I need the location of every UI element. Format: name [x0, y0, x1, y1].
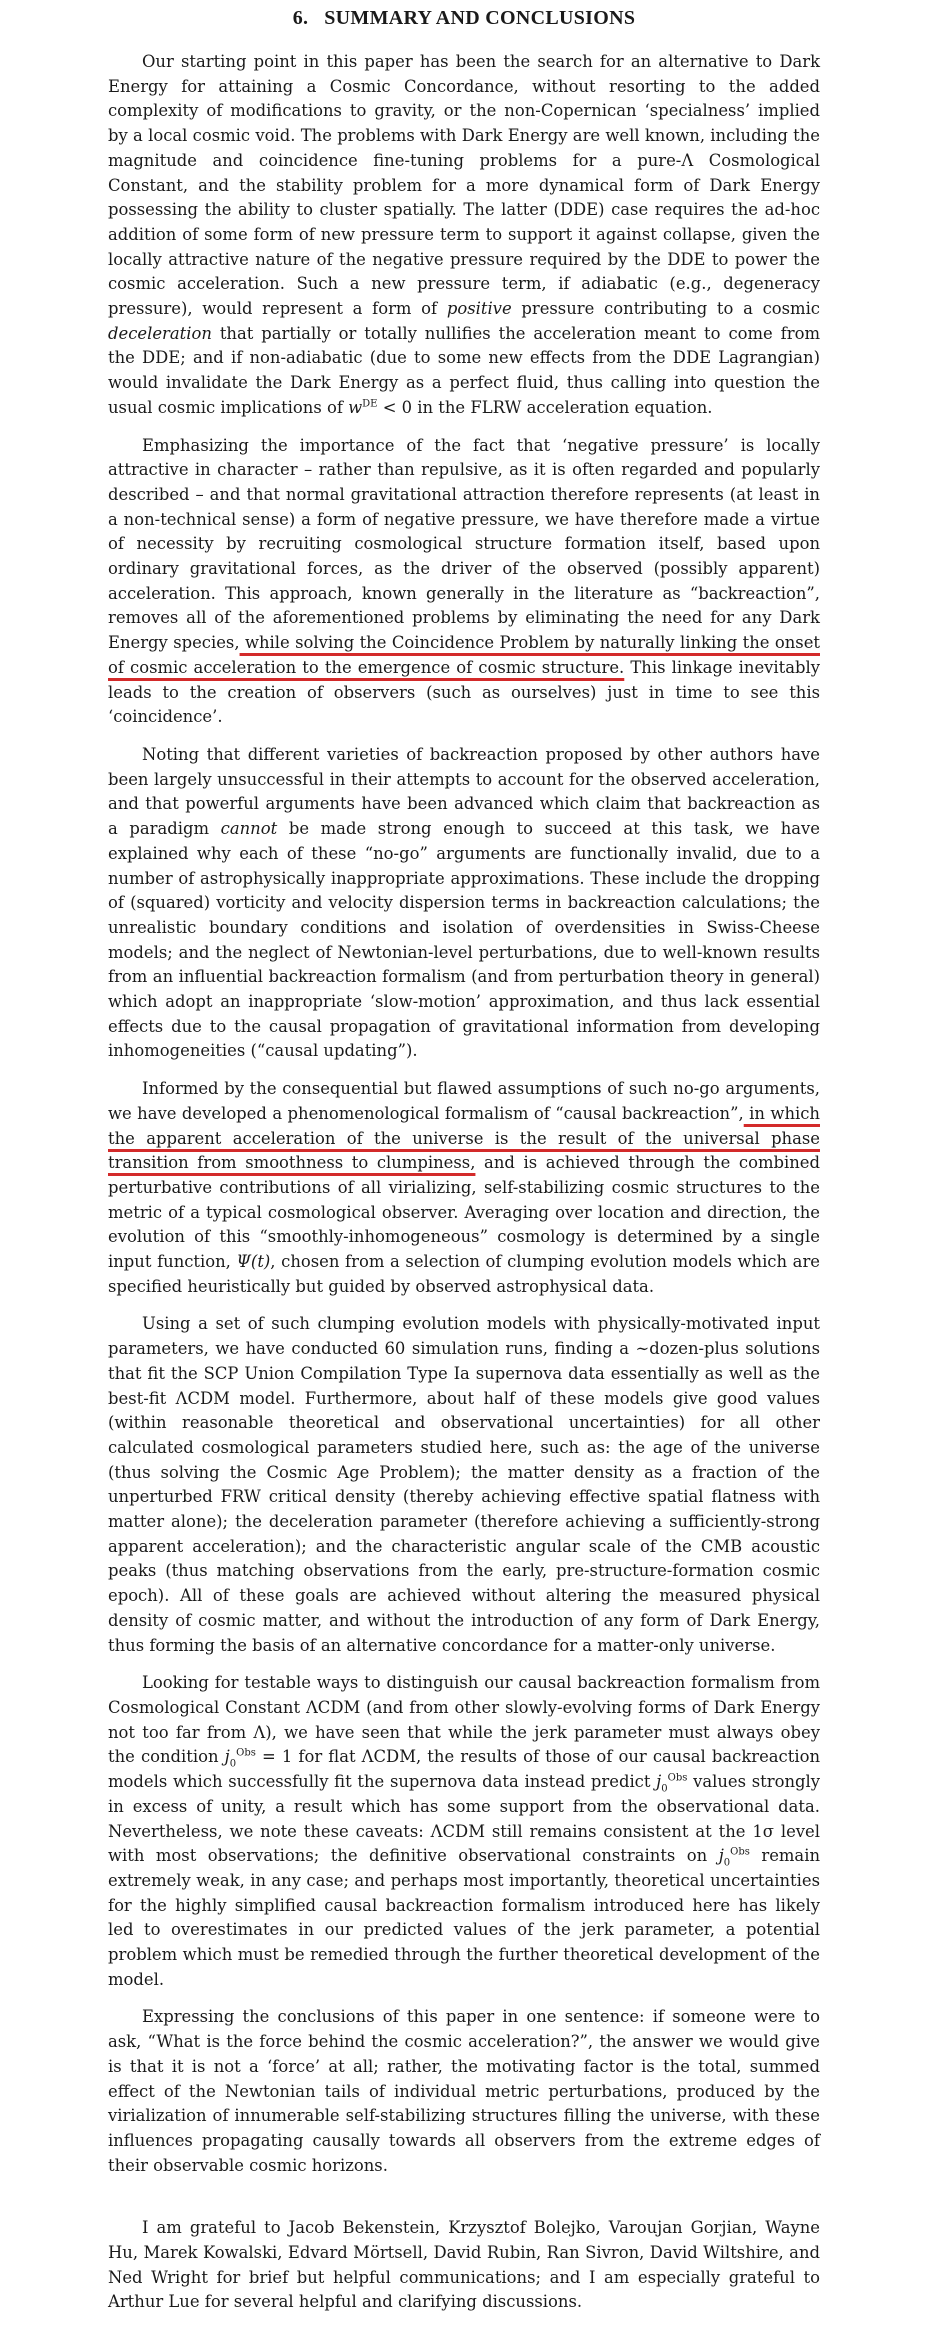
emphasis-cannot: cannot: [220, 819, 278, 839]
math-w: w: [348, 397, 363, 417]
math-psi: Ψ(t): [236, 1252, 271, 1272]
math-w-superscript: DE: [362, 398, 378, 410]
paragraph-no-go: Noting that different varieties of backreaction proposed by other authors have been largely unsuccessful in their attempts to account for the observed acceleration, and that powerful arguments have been advanced which claim that backreaction as a paradigm cannot be made strong enough to succeed at this task, we have explained why each of these “no-go” arguments are functionally invalid, due to a number of astrophysically inappropriate approximations. These include the dropping of (squared) vorticity and velocity dispersion terms in backreaction calculations; the unrealistic boundary conditions and isolation of overdensities in Swiss-Cheese models; and the neglect of Newtonian-level perturbations, due to well-known results from an influential backreaction formalism (and from perturbation theory in general) which adopt an inappropriate ‘slow-motion’ approximation, and thus lack essential effects due to the causal propagation of gravitational information from developing inhomogeneities (“causal updating”).: [108, 744, 820, 1061]
paragraph-jerk-parameter: Looking for testable ways to distinguish our causal backreaction formalism from Cosmological Constant ΛCDM (and from other slowly-evolving forms of Dark Energy not too far from Λ), we have seen that while the jerk parameter must always obey the condition $j_0^{Obs} = 1$ for flat ΛCDM, the results of those of our causal backreaction models which successfully fit the supernova data instead predict $j_0^{Obs}$ values strongly in excess of unity, a result which has some support from the observational data. Nevertheless, we note these caveats: ΛCDM still remains consistent at the 1σ level with most observations; the definitive observational constraints on $j_0^{Obs}$ remain extremely weak, in any case; and perhaps most importantly, theoretical uncertainties for the highly simplified causal backreaction formalism introduced here has likely led to overestimates in our predicted values of the jerk parameter, a potential problem which must be remedied through the further theoretical development of the model.: [108, 1673, 821, 1989]
section-title: SUMMARY AND CONCLUSIONS: [324, 7, 636, 29]
section-heading: [108, 6, 820, 30]
section-number: 6.: [292, 7, 309, 29]
highlighted-phase-transition-sentence: in which the apparent acceleration of the universe is the result of the universal phase transition from smoothness to clumpiness,: [108, 1103, 820, 1173]
paragraph-negative-pressure: Emphasizing the importance of the fact that ‘negative pressure’ is locally attractive in character – rather than repulsive, as it is often regarded and popularly described – and that normal gravitational attraction therefore represents (at least in a non-technical sense) a form of negative pressure, we have therefore made a virtue of necessity by recruiting cosmological structure formation itself, based upon ordinary gravitational forces, as the driver of the observed (possibly apparent) acceleration. This approach, known generally in the literature as “backreaction”, removes all of the aforementioned problems by eliminating the need for any Dark Energy species, while solving the Coincidence Problem by naturally linking the onset of cosmic acceleration to the emergence of cosmic structure. This linkage inevitably leads to the creation of observers (such as ourselves) just in time to see this ‘coincidence’.: [108, 435, 820, 727]
paper-page: [108, 0, 820, 2328]
emphasis-deceleration: deceleration: [108, 323, 212, 343]
math-j: j: [224, 1747, 230, 1767]
emphasis-positive: positive: [446, 299, 512, 319]
paragraph-one-sentence: Expressing the conclusions of this paper in one sentence: if someone were to ask, “What is the force behind the cosmic acceleration?”, the answer we would give is that it is not a ‘force’ at all; rather, the motivating factor is the total, summed effect of the Newtonian tails of individual metric perturbations, produced by the virialization of innumerable self-stabilizing structures filling the universe, with these influences propagating causally towards all observers from the extreme edges of their observable cosmic horizons.: [108, 2007, 820, 2175]
paragraph-intro: Our starting point in this paper has been the search for an alternative to Dark Energy for attaining a Cosmic Concordance, without resorting to the added complexity of modifications to gravity, or the non-Copernican ‘specialness’ implied by a local cosmic void. The problems with Dark Energy are well known, including the magnitude and coincidence fine-tuning problems for a pure-Λ Cosmological Constant, and the stability problem for a more dynamical form of Dark Energy possessing the ability to cluster spatially. The latter (DDE) case requires the ad-hoc addition of some form of new pressure term to support it against collapse, given the locally attractive nature of the negative pressure required by the DDE to power the cosmic acceleration. Such a new pressure term, if adiabatic (e.g., degeneracy pressure), would represent a form of positive pressure contributing to a cosmic deceleration that partially or totally nullifies the acceleration meant to come from the DDE; and if non-adiabatic (due to some new effects from the DDE Lagrangian) would invalidate the Dark Energy as a perfect fluid, thus calling into question the usual cosmic implications of $w^{DE} < 0$ in the FLRW acceleration equation.: [108, 52, 820, 417]
paragraph-simulations: Using a set of such clumping evolution models with physically-motivated input parameters, we have conducted 60 simulation runs, finding a ∼dozen-plus solutions that fit the SCP Union Compilation Type Ia supernova data essentially as well as the best-fit ΛCDM model. Furthermore, about half of these models give good values (within reasonable theoretical and observational uncertainties) for all other calculated cosmological parameters studied here, such as: the age of the universe (thus solving the Cosmic Age Problem); the matter density as a fraction of the unperturbed FRW critical density (thereby achieving effective spatial flatness with matter alone); the deceleration parameter (therefore achieving a sufficiently-strong apparent acceleration); and the characteristic angular scale of the CMB acoustic peaks (thus matching observations from the early, pre-structure-formation cosmic epoch). All of these goals are achieved without altering the measured physical density of cosmic matter, and without the introduction of any form of Dark Energy, thus forming the basis of an alternative concordance for a matter-only universe.: [108, 1314, 820, 1655]
acknowledgements: I am grateful to Jacob Bekenstein, Krzysztof Bolejko, Varoujan Gorjian, Wayne Hu, Marek Kowalski, Edvard Mörtsell, David Rubin, Ran Sivron, David Wiltshire, and Ned Wright for brief but helpful communications; and I am especially grateful to Arthur Lue for several helpful and clarifying discussions.: [108, 2218, 820, 2312]
paragraph-causal-backreaction: Informed by the consequential but flawed assumptions of such no-go arguments, we have developed a phenomenological formalism of “causal backreaction”, in which the apparent acceleration of the universe is the result of the universal phase transition from smoothness to clumpiness, and is achieved through the combined perturbative contributions of all virializing, self-stabilizing cosmic structures to the metric of a typical cosmological observer. Averaging over location and direction, the evolution of this “smoothly-inhomogeneous” cosmology is determined by a single input function, Ψ(t), chosen from a selection of clumping evolution models which are specified heuristically but guided by observed astrophysical data.: [108, 1079, 820, 1296]
highlighted-coincidence-sentence: while solving the Coincidence Problem by naturally linking the onset of cosmic acceleration to the emergence of cosmic structure.: [108, 633, 820, 677]
